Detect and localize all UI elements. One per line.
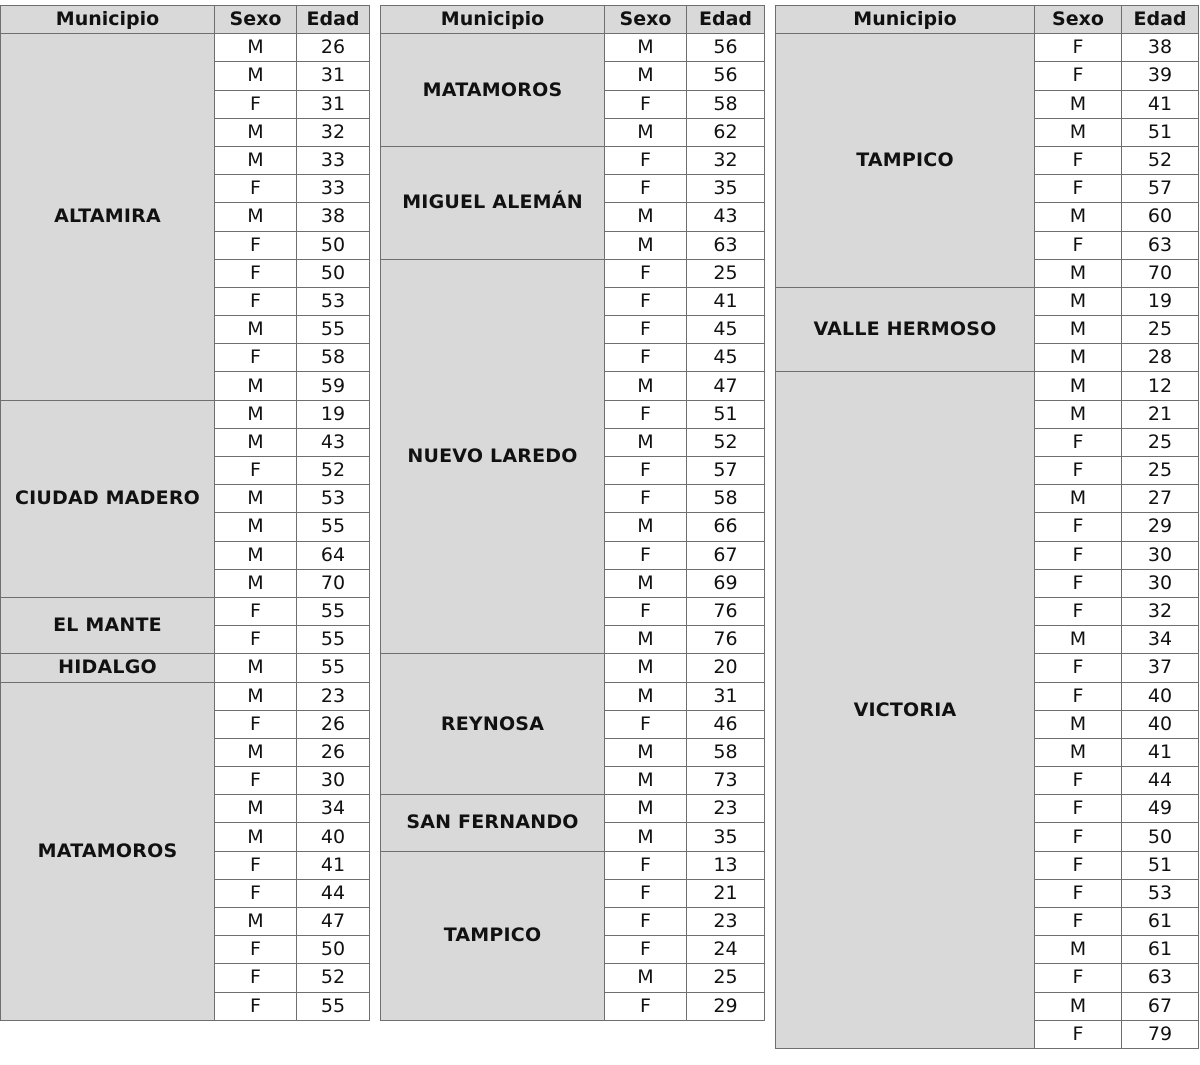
sexo-cell: M [215,400,297,428]
edad-cell: 24 [687,936,765,964]
sexo-cell: F [215,964,297,992]
header-row [381,6,765,34]
sexo-cell: M [605,203,687,231]
municipio-cell: HIDALGO [1,654,215,682]
sexo-cell: F [605,175,687,203]
sexo-cell: M [215,203,297,231]
edad-cell: 50 [297,231,370,259]
edad-cell: 53 [297,287,370,315]
header-sexo: Sexo [605,6,687,34]
table-2-wrapper [380,5,765,1021]
sexo-cell: M [215,34,297,62]
sexo-cell: F [1035,654,1122,682]
sexo-cell: M [215,541,297,569]
edad-cell: 47 [297,908,370,936]
edad-cell: 52 [297,964,370,992]
sexo-cell: M [215,908,297,936]
sexo-cell: F [605,316,687,344]
sexo-cell: M [1035,936,1122,964]
sexo-cell: F [215,879,297,907]
sexo-cell: M [605,62,687,90]
edad-cell: 43 [297,428,370,456]
sexo-cell: F [1035,597,1122,625]
sexo-cell: F [215,851,297,879]
edad-cell: 33 [297,175,370,203]
sexo-cell: F [1035,513,1122,541]
sexo-cell: F [1035,795,1122,823]
edad-cell: 59 [297,372,370,400]
sexo-cell: M [1035,992,1122,1020]
municipio-cell: CIUDAD MADERO [1,400,215,597]
edad-cell: 49 [1122,795,1199,823]
sexo-cell: M [215,569,297,597]
sexo-cell: M [605,626,687,654]
edad-cell: 31 [297,90,370,118]
sexo-cell: F [605,90,687,118]
sexo-cell: F [605,146,687,174]
edad-cell: 62 [687,118,765,146]
sexo-cell: M [605,231,687,259]
edad-cell: 41 [297,851,370,879]
sexo-cell: M [605,118,687,146]
sexo-cell: F [215,936,297,964]
sexo-cell: M [215,118,297,146]
edad-cell: 61 [1122,908,1199,936]
edad-cell: 55 [297,513,370,541]
sexo-cell: M [605,569,687,597]
municipio-cell: TAMPICO [381,851,605,1020]
sexo-cell: M [1035,372,1122,400]
municipio-cell: VICTORIA [776,372,1035,1049]
sexo-cell: M [605,513,687,541]
edad-cell: 34 [297,795,370,823]
edad-cell: 39 [1122,62,1199,90]
header-municipio: Municipio [776,6,1035,34]
edad-cell: 40 [297,823,370,851]
sexo-cell: F [1035,964,1122,992]
edad-cell: 41 [1122,90,1199,118]
table-row [381,146,765,174]
edad-cell: 51 [687,400,765,428]
sexo-cell: M [215,795,297,823]
sexo-cell: F [215,344,297,372]
header-edad: Edad [1122,6,1199,34]
sexo-cell: F [215,231,297,259]
edad-cell: 31 [297,62,370,90]
edad-cell: 53 [297,485,370,513]
edad-cell: 66 [687,513,765,541]
sexo-cell: F [1035,34,1122,62]
sexo-cell: M [605,738,687,766]
table-row [1,597,370,625]
sexo-cell: M [215,428,297,456]
edad-cell: 45 [687,316,765,344]
sexo-cell: M [215,146,297,174]
sexo-cell: M [605,823,687,851]
edad-cell: 23 [687,908,765,936]
edad-cell: 25 [1122,428,1199,456]
sexo-cell: M [605,682,687,710]
edad-cell: 69 [687,569,765,597]
edad-cell: 46 [687,710,765,738]
table-row [381,795,765,823]
sexo-cell: F [1035,1020,1122,1048]
edad-cell: 31 [687,682,765,710]
sexo-cell: F [1035,541,1122,569]
sexo-cell: M [1035,287,1122,315]
edad-cell: 21 [1122,400,1199,428]
sexo-cell: M [215,372,297,400]
header-municipio: Municipio [1,6,215,34]
edad-cell: 43 [687,203,765,231]
sexo-cell: F [215,767,297,795]
sexo-cell: F [1035,908,1122,936]
edad-cell: 37 [1122,654,1199,682]
sexo-cell: M [605,372,687,400]
sexo-cell: F [605,851,687,879]
table-3-wrapper [775,5,1199,1049]
sexo-cell: M [605,34,687,62]
edad-cell: 63 [1122,231,1199,259]
edad-cell: 55 [297,654,370,682]
header-sexo: Sexo [215,6,297,34]
sexo-cell: F [605,287,687,315]
sexo-cell: F [605,710,687,738]
edad-cell: 41 [1122,738,1199,766]
sexo-cell: F [1035,428,1122,456]
edad-cell: 58 [297,344,370,372]
sexo-cell: F [215,457,297,485]
sexo-cell: F [215,710,297,738]
sexo-cell: M [605,654,687,682]
sexo-cell: F [215,90,297,118]
edad-cell: 44 [297,879,370,907]
edad-cell: 38 [297,203,370,231]
edad-cell: 52 [687,428,765,456]
sexo-cell: M [1035,738,1122,766]
edad-cell: 23 [297,682,370,710]
sexo-cell: M [1035,316,1122,344]
table-row [381,34,765,62]
sexo-cell: F [215,597,297,625]
sexo-cell: M [215,654,297,682]
sexo-cell: F [605,879,687,907]
table-row [1,654,370,682]
data-table-1 [0,5,370,1021]
header-sexo: Sexo [1035,6,1122,34]
edad-cell: 40 [1122,682,1199,710]
edad-cell: 19 [1122,287,1199,315]
sexo-cell: M [1035,626,1122,654]
municipio-cell: MATAMOROS [1,682,215,1020]
sexo-cell: F [215,175,297,203]
edad-cell: 73 [687,767,765,795]
sexo-cell: F [605,400,687,428]
data-table-3 [775,5,1199,1049]
edad-cell: 19 [297,400,370,428]
sexo-cell: F [215,626,297,654]
edad-cell: 21 [687,879,765,907]
sexo-cell: M [215,682,297,710]
header-row [776,6,1199,34]
edad-cell: 32 [687,146,765,174]
edad-cell: 51 [1122,851,1199,879]
edad-cell: 63 [687,231,765,259]
sexo-cell: F [1035,175,1122,203]
sexo-cell: F [1035,457,1122,485]
municipio-cell: VALLE HERMOSO [776,287,1035,372]
edad-cell: 76 [687,626,765,654]
edad-cell: 27 [1122,485,1199,513]
sexo-cell: F [605,541,687,569]
municipio-cell: TAMPICO [776,34,1035,288]
edad-cell: 51 [1122,118,1199,146]
edad-cell: 25 [1122,316,1199,344]
sexo-cell: F [215,287,297,315]
edad-cell: 67 [1122,992,1199,1020]
edad-cell: 41 [687,287,765,315]
edad-cell: 33 [297,146,370,174]
edad-cell: 70 [1122,259,1199,287]
edad-cell: 25 [687,964,765,992]
edad-cell: 35 [687,175,765,203]
table-row [776,34,1199,62]
sexo-cell: F [605,936,687,964]
sexo-cell: F [605,597,687,625]
sexo-cell: F [605,992,687,1020]
sexo-cell: F [1035,62,1122,90]
table-row [1,34,370,62]
edad-cell: 32 [1122,597,1199,625]
edad-cell: 47 [687,372,765,400]
data-table-2 [380,5,765,1021]
sexo-cell: F [1035,569,1122,597]
sexo-cell: F [1035,767,1122,795]
edad-cell: 20 [687,654,765,682]
edad-cell: 57 [1122,175,1199,203]
sexo-cell: M [1035,344,1122,372]
edad-cell: 55 [297,597,370,625]
edad-cell: 52 [1122,146,1199,174]
sexo-cell: M [1035,400,1122,428]
edad-cell: 40 [1122,710,1199,738]
edad-cell: 58 [687,485,765,513]
edad-cell: 58 [687,738,765,766]
sexo-cell: F [215,259,297,287]
edad-cell: 70 [297,569,370,597]
edad-cell: 44 [1122,767,1199,795]
edad-cell: 57 [687,457,765,485]
sexo-cell: F [1035,231,1122,259]
sexo-cell: F [1035,682,1122,710]
sexo-cell: M [215,738,297,766]
sexo-cell: F [215,992,297,1020]
edad-cell: 76 [687,597,765,625]
sexo-cell: M [605,767,687,795]
sexo-cell: F [605,908,687,936]
municipio-cell: MIGUEL ALEMÁN [381,146,605,259]
edad-cell: 30 [1122,569,1199,597]
edad-cell: 61 [1122,936,1199,964]
edad-cell: 30 [1122,541,1199,569]
sexo-cell: M [215,316,297,344]
table-1-wrapper [0,5,370,1021]
sexo-cell: M [215,62,297,90]
municipio-cell: EL MANTE [1,597,215,653]
sexo-cell: M [1035,485,1122,513]
edad-cell: 26 [297,34,370,62]
table-row [381,851,765,879]
table-row [1,400,370,428]
edad-cell: 60 [1122,203,1199,231]
sexo-cell: F [605,344,687,372]
edad-cell: 58 [687,90,765,118]
edad-cell: 28 [1122,344,1199,372]
sexo-cell: F [1035,823,1122,851]
edad-cell: 25 [1122,457,1199,485]
edad-cell: 50 [297,259,370,287]
table-row [1,682,370,710]
edad-cell: 79 [1122,1020,1199,1048]
municipio-cell: REYNOSA [381,654,605,795]
sexo-cell: M [215,485,297,513]
sexo-cell: M [1035,118,1122,146]
sexo-cell: M [215,823,297,851]
sexo-cell: M [1035,259,1122,287]
edad-cell: 55 [297,992,370,1020]
edad-cell: 55 [297,626,370,654]
edad-cell: 12 [1122,372,1199,400]
sexo-cell: M [1035,203,1122,231]
municipio-cell: NUEVO LAREDO [381,259,605,654]
edad-cell: 26 [297,738,370,766]
edad-cell: 50 [297,936,370,964]
sexo-cell: F [1035,851,1122,879]
sexo-cell: M [605,428,687,456]
edad-cell: 26 [297,710,370,738]
edad-cell: 29 [1122,513,1199,541]
sexo-cell: M [215,513,297,541]
edad-cell: 63 [1122,964,1199,992]
sexo-cell: M [1035,710,1122,738]
edad-cell: 56 [687,62,765,90]
edad-cell: 56 [687,34,765,62]
header-edad: Edad [297,6,370,34]
edad-cell: 23 [687,795,765,823]
edad-cell: 38 [1122,34,1199,62]
table-row [381,654,765,682]
edad-cell: 50 [1122,823,1199,851]
edad-cell: 53 [1122,879,1199,907]
sexo-cell: F [1035,879,1122,907]
sexo-cell: F [1035,146,1122,174]
edad-cell: 30 [297,767,370,795]
edad-cell: 45 [687,344,765,372]
edad-cell: 34 [1122,626,1199,654]
header-edad: Edad [687,6,765,34]
edad-cell: 55 [297,316,370,344]
sexo-cell: F [605,259,687,287]
municipio-cell: SAN FERNANDO [381,795,605,851]
edad-cell: 52 [297,457,370,485]
header-municipio: Municipio [381,6,605,34]
sexo-cell: F [605,457,687,485]
municipio-cell: MATAMOROS [381,34,605,147]
edad-cell: 35 [687,823,765,851]
edad-cell: 25 [687,259,765,287]
edad-cell: 64 [297,541,370,569]
table-row [776,287,1199,315]
edad-cell: 29 [687,992,765,1020]
sexo-cell: M [605,964,687,992]
edad-cell: 13 [687,851,765,879]
header-row [1,6,370,34]
sexo-cell: F [605,485,687,513]
municipio-cell: ALTAMIRA [1,34,215,400]
table-row [776,372,1199,400]
table-row [381,259,765,287]
edad-cell: 32 [297,118,370,146]
edad-cell: 67 [687,541,765,569]
sexo-cell: M [1035,90,1122,118]
sexo-cell: M [605,795,687,823]
